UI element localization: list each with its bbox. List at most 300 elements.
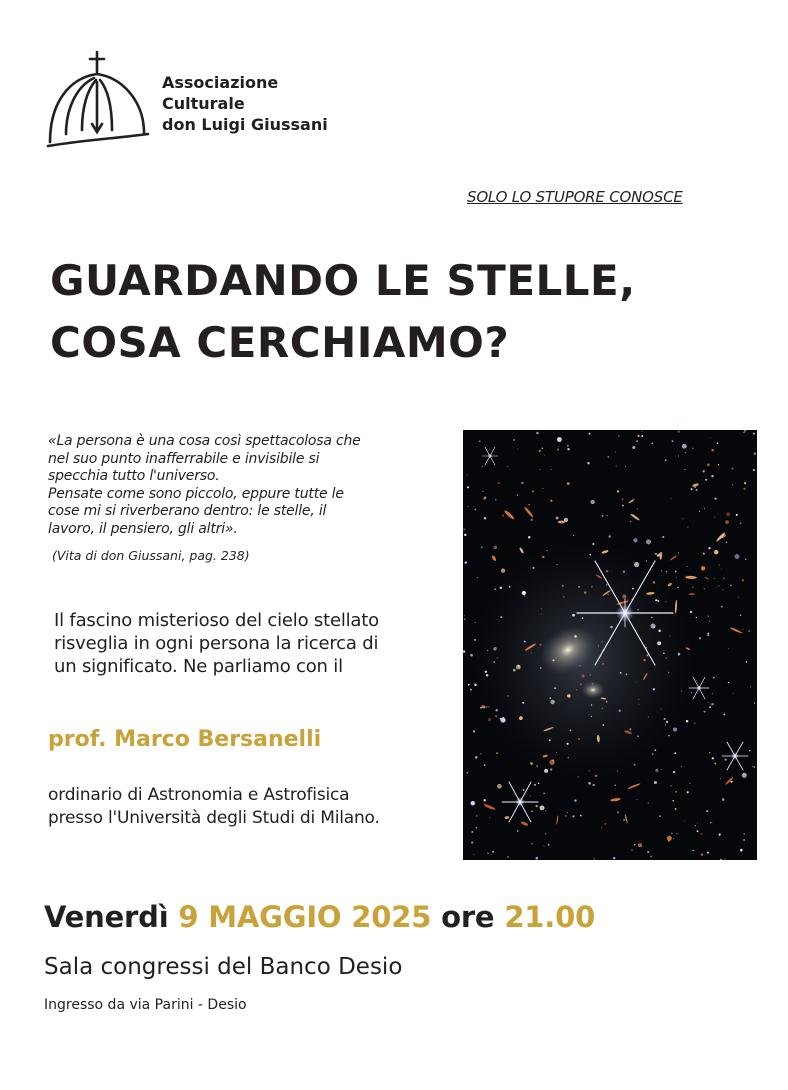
star <box>531 843 532 844</box>
star <box>710 822 711 823</box>
star <box>723 577 725 579</box>
star <box>696 489 698 491</box>
star <box>744 430 746 432</box>
star <box>715 498 717 500</box>
star <box>635 682 636 683</box>
star <box>534 784 536 786</box>
star <box>682 444 687 449</box>
star <box>665 657 667 659</box>
star <box>728 648 729 649</box>
star <box>563 596 565 598</box>
star <box>684 821 685 822</box>
star <box>474 854 475 855</box>
star <box>475 509 477 511</box>
star <box>607 594 609 596</box>
star <box>711 449 714 452</box>
star <box>704 508 705 509</box>
star <box>714 550 718 554</box>
star <box>590 500 594 504</box>
star <box>485 671 487 673</box>
star <box>507 466 509 468</box>
star <box>678 456 679 457</box>
star <box>562 585 564 587</box>
star <box>591 586 593 588</box>
event-date-value: 9 MAGGIO 2025 <box>178 900 432 934</box>
star <box>673 771 675 773</box>
star <box>668 672 669 673</box>
star <box>728 682 730 684</box>
star <box>753 432 755 434</box>
star <box>647 654 649 656</box>
star <box>513 439 515 441</box>
star <box>707 634 709 636</box>
star <box>617 490 619 492</box>
star <box>707 852 709 854</box>
star <box>549 697 550 698</box>
star <box>502 514 504 516</box>
star <box>636 440 638 442</box>
star <box>716 587 717 588</box>
star <box>631 849 633 851</box>
star <box>475 827 477 829</box>
role-line: presso l'Università degli Studi di Milano. <box>48 808 380 828</box>
star <box>521 482 523 484</box>
star <box>615 785 616 786</box>
star <box>486 674 489 677</box>
star <box>708 702 709 703</box>
star <box>732 484 733 485</box>
star <box>701 566 705 570</box>
star <box>528 536 531 539</box>
star <box>696 680 697 681</box>
star <box>743 833 744 834</box>
star <box>588 782 590 784</box>
star <box>655 599 657 601</box>
star <box>653 581 656 584</box>
star <box>668 735 670 737</box>
star <box>726 512 730 516</box>
star <box>638 843 642 847</box>
star <box>502 717 504 719</box>
star <box>725 520 729 524</box>
star <box>592 683 593 684</box>
star <box>591 716 592 717</box>
quote-line: Pensate come sono piccolo, eppure tutte le <box>48 485 344 502</box>
star <box>572 614 575 617</box>
star <box>633 538 637 542</box>
star <box>582 617 584 619</box>
star <box>493 647 497 651</box>
star <box>719 565 720 566</box>
star <box>647 851 649 853</box>
star <box>481 546 483 548</box>
star <box>531 519 533 521</box>
star <box>488 718 491 721</box>
star <box>593 858 595 860</box>
star <box>567 448 569 450</box>
star <box>602 663 604 665</box>
star <box>749 630 750 631</box>
star <box>670 785 671 786</box>
star <box>541 609 542 610</box>
event-time: 21.00 <box>504 900 596 934</box>
star <box>707 464 710 467</box>
star <box>692 587 693 588</box>
star <box>713 677 715 679</box>
star <box>722 798 724 800</box>
star <box>704 588 705 589</box>
star <box>587 462 589 464</box>
star <box>657 600 659 602</box>
star <box>686 720 688 722</box>
star <box>665 724 666 725</box>
event-ore-label: ore <box>441 900 495 934</box>
star <box>496 709 498 711</box>
star <box>507 856 509 858</box>
star <box>659 815 661 817</box>
star <box>623 571 625 573</box>
star <box>524 641 526 643</box>
star <box>705 479 707 481</box>
star <box>658 630 661 633</box>
star <box>718 835 719 836</box>
star <box>536 765 538 767</box>
star <box>684 469 685 470</box>
star <box>625 466 626 467</box>
star <box>723 713 725 715</box>
star <box>641 431 642 432</box>
star <box>708 616 709 617</box>
star <box>588 433 590 435</box>
event-access: Ingresso da via Parini - Desio <box>44 997 247 1013</box>
organization-name <box>162 72 328 135</box>
star <box>714 517 715 518</box>
deep-field-galaxy-image <box>463 430 757 860</box>
star <box>513 669 516 672</box>
star <box>709 752 710 753</box>
star <box>541 614 542 615</box>
star <box>740 614 741 615</box>
star <box>675 808 677 810</box>
star <box>589 770 590 771</box>
star <box>717 443 718 444</box>
star <box>697 823 698 824</box>
star <box>544 769 548 773</box>
star <box>580 815 582 817</box>
star <box>637 435 639 437</box>
star <box>467 486 469 488</box>
star <box>711 475 713 477</box>
star <box>498 482 500 484</box>
star <box>574 799 576 801</box>
quote-line: «La persona è una cosa così spettacolosa che <box>48 433 361 449</box>
star <box>714 578 715 579</box>
star <box>539 644 541 646</box>
star <box>742 773 747 778</box>
star <box>567 743 569 745</box>
star <box>730 584 732 586</box>
star <box>646 561 647 562</box>
star <box>492 851 494 853</box>
star <box>743 629 744 630</box>
star <box>669 636 670 637</box>
star <box>664 718 666 720</box>
star <box>471 841 473 843</box>
star <box>549 739 551 741</box>
star <box>567 445 569 447</box>
star <box>719 833 721 835</box>
star <box>530 763 532 765</box>
star <box>736 514 738 516</box>
star <box>620 672 622 674</box>
quote-line: cose mi si riverberano dentro: le stelle, il <box>48 503 327 519</box>
star <box>471 801 475 805</box>
star <box>496 752 498 754</box>
star <box>500 587 503 590</box>
star <box>626 673 628 675</box>
event-day: Venerdì <box>44 900 169 934</box>
star <box>539 450 541 452</box>
star <box>573 535 574 536</box>
star <box>470 654 473 657</box>
star <box>750 686 751 687</box>
star <box>744 482 746 484</box>
star <box>476 815 478 817</box>
star <box>724 858 725 859</box>
star <box>634 764 636 766</box>
role-line: ordinario di Astronomia e Astrofisica <box>48 785 350 805</box>
star <box>648 803 649 804</box>
star <box>606 570 608 572</box>
star <box>592 543 594 545</box>
star <box>544 455 545 456</box>
star <box>654 626 656 628</box>
star <box>667 836 672 841</box>
star <box>550 500 552 502</box>
star <box>721 606 723 608</box>
star <box>696 617 697 618</box>
star <box>691 488 693 490</box>
star <box>674 752 676 754</box>
star <box>568 757 569 758</box>
star <box>477 577 478 578</box>
star <box>691 692 692 693</box>
star <box>740 849 743 852</box>
star <box>501 568 505 572</box>
star <box>701 833 703 835</box>
star <box>711 822 712 823</box>
star <box>539 469 540 470</box>
star <box>637 735 639 737</box>
star <box>661 769 662 770</box>
event-venue: Sala congressi del Banco Desio <box>44 954 403 980</box>
star <box>746 661 748 663</box>
star <box>545 833 546 834</box>
quote-line: specchia tutto l'universo. <box>48 468 220 484</box>
star <box>464 534 467 537</box>
star <box>646 539 651 544</box>
star <box>464 618 466 620</box>
star <box>601 827 602 828</box>
star <box>497 657 498 658</box>
star <box>743 488 745 490</box>
dome-cross-icon <box>44 48 154 152</box>
star <box>467 506 468 507</box>
star <box>726 541 728 543</box>
star <box>501 719 503 721</box>
star <box>590 554 592 556</box>
star <box>722 589 723 590</box>
star <box>733 693 734 694</box>
star <box>650 856 652 858</box>
star <box>584 591 586 593</box>
star <box>618 709 620 711</box>
star <box>673 727 677 731</box>
star <box>536 857 539 860</box>
star <box>712 693 713 694</box>
star <box>678 653 681 656</box>
headline-line: COSA CERCHIAMO? <box>50 318 510 367</box>
star <box>475 622 476 623</box>
star <box>580 683 582 685</box>
star <box>634 562 639 567</box>
star <box>632 588 634 590</box>
star <box>742 579 744 581</box>
star <box>578 777 579 778</box>
star <box>548 844 550 846</box>
star <box>557 437 562 442</box>
star <box>579 587 580 588</box>
star <box>602 724 604 726</box>
star <box>699 637 701 639</box>
star <box>618 435 619 436</box>
star <box>616 466 617 467</box>
quote-line: lavoro, il pensiero, gli altri». <box>48 520 238 537</box>
star <box>665 601 666 602</box>
star <box>595 775 597 777</box>
star <box>556 752 557 753</box>
star <box>629 728 631 730</box>
star <box>622 505 624 507</box>
star <box>470 689 472 691</box>
star <box>531 810 533 812</box>
star <box>615 452 616 453</box>
star <box>697 830 699 832</box>
star <box>636 799 637 800</box>
star <box>480 753 481 754</box>
star <box>530 652 532 654</box>
quote <box>48 433 448 538</box>
star <box>655 553 657 555</box>
star <box>714 762 716 764</box>
star <box>602 515 604 517</box>
star <box>565 815 567 817</box>
star <box>671 833 672 834</box>
star <box>550 768 552 770</box>
star <box>484 496 486 498</box>
star <box>497 784 502 789</box>
star <box>494 546 498 550</box>
star <box>641 435 643 437</box>
star <box>704 711 706 713</box>
star <box>703 470 705 472</box>
star <box>464 615 465 616</box>
star <box>611 570 612 571</box>
star <box>637 508 638 509</box>
star <box>569 729 571 731</box>
star <box>500 718 502 720</box>
star <box>622 498 624 500</box>
star <box>532 490 534 492</box>
star <box>509 586 511 588</box>
star <box>602 641 604 643</box>
star <box>486 706 487 707</box>
star <box>557 449 559 451</box>
star <box>540 667 542 669</box>
star <box>716 676 717 677</box>
star <box>576 689 577 690</box>
star <box>590 674 591 675</box>
star <box>574 635 577 638</box>
star <box>493 661 495 663</box>
star <box>479 440 481 442</box>
star <box>743 839 745 841</box>
star <box>482 491 483 492</box>
star <box>494 588 496 590</box>
intro-line: risveglia in ogni persona la ricerca di <box>54 633 379 654</box>
star <box>532 567 534 569</box>
star <box>522 591 526 595</box>
star <box>519 716 523 720</box>
org-name-line: don Luigi Giussani <box>162 115 328 134</box>
star <box>473 730 475 732</box>
star <box>712 703 714 705</box>
star <box>606 584 607 585</box>
star <box>617 811 619 813</box>
star <box>692 448 693 449</box>
star <box>549 760 554 765</box>
star <box>651 442 653 444</box>
star <box>712 757 714 759</box>
star <box>542 448 544 450</box>
star <box>481 466 483 468</box>
star <box>552 659 554 661</box>
star <box>682 518 683 519</box>
star <box>517 494 519 496</box>
star <box>500 616 502 618</box>
star <box>655 769 658 772</box>
intro-text <box>54 609 379 678</box>
star <box>487 650 488 651</box>
star <box>754 452 757 455</box>
star <box>522 789 524 791</box>
star <box>551 469 552 470</box>
star <box>579 665 580 666</box>
star <box>475 756 478 759</box>
star <box>703 553 705 555</box>
star <box>522 702 524 704</box>
star <box>706 810 708 812</box>
star <box>591 704 592 705</box>
org-name-line: Associazione <box>162 73 279 92</box>
star <box>463 650 465 652</box>
star <box>528 504 529 505</box>
star <box>687 527 688 528</box>
star <box>517 448 518 449</box>
star <box>749 750 750 751</box>
star <box>602 708 603 709</box>
quote-source: (Vita di don Giussani, pag. 238) <box>52 548 250 563</box>
